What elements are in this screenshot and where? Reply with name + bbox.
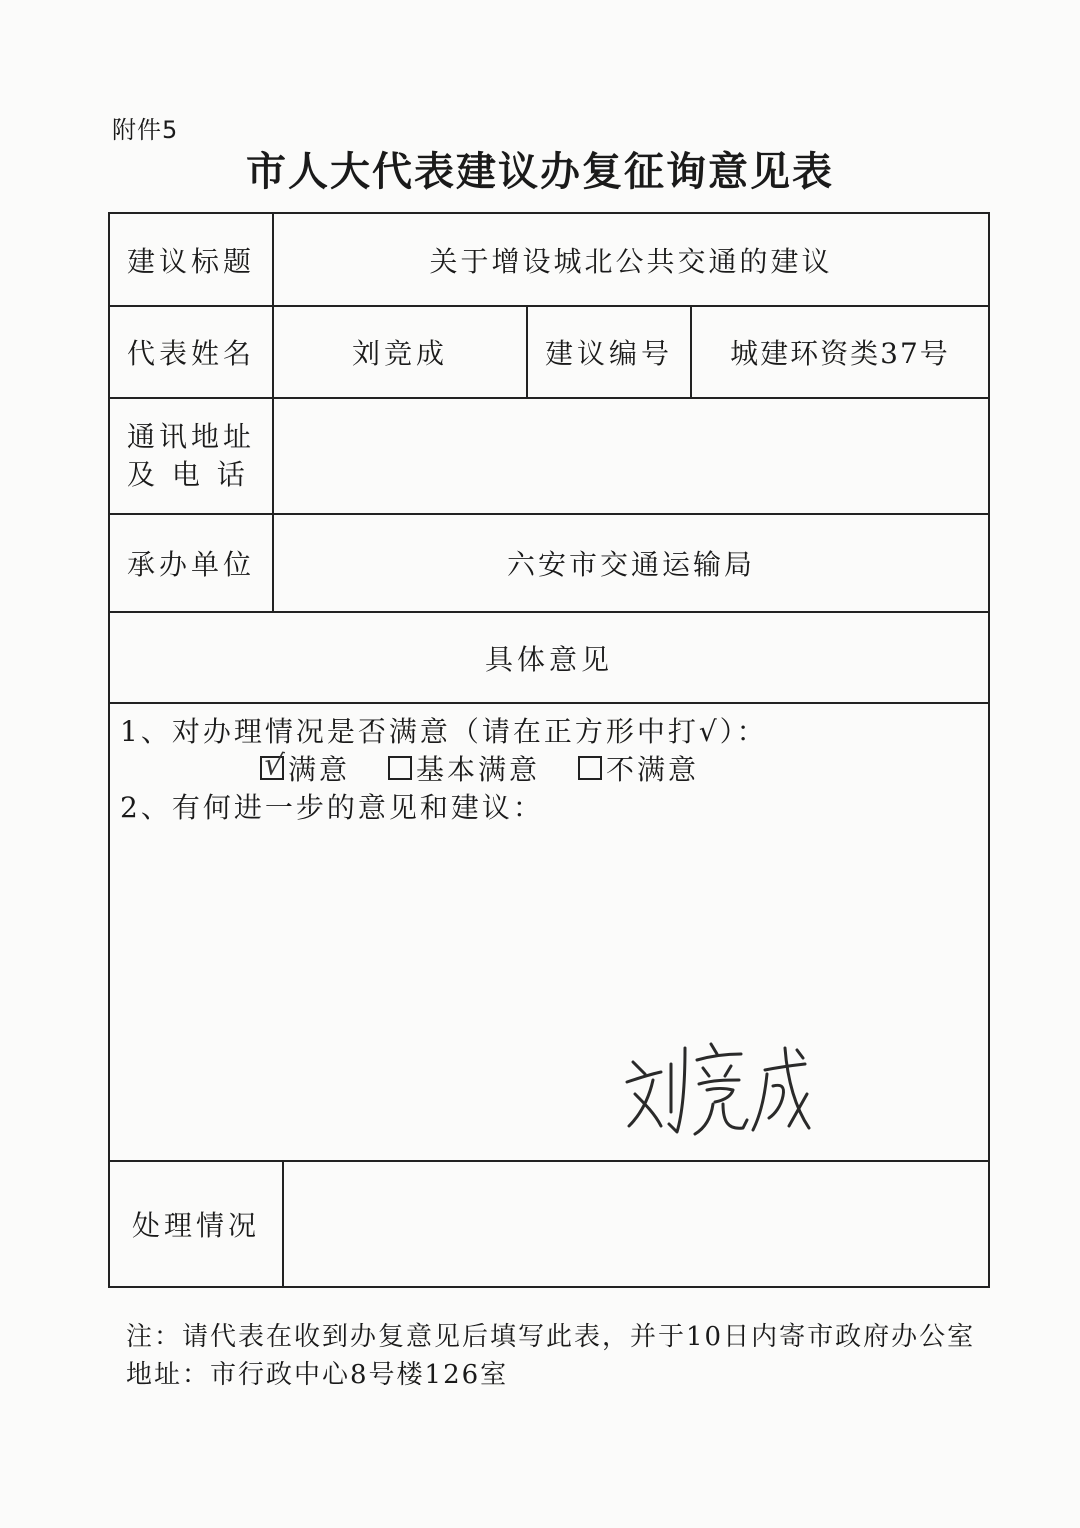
specific-opinion-heading: 具体意见: [484, 642, 613, 676]
question-2: 2、有何进一步的意见和建议：: [120, 791, 544, 824]
contact-label: [110, 399, 272, 513]
option-label: 基本满意: [416, 753, 541, 786]
question-1: 1、对办理情况是否满意（请在正方形中打√）：: [120, 715, 768, 748]
row-specific-opinion: [110, 613, 988, 704]
option-label: 满意: [288, 753, 351, 786]
option-basically-satisfied[interactable]: [388, 748, 540, 788]
checkbox-basically-satisfied[interactable]: [388, 756, 412, 780]
representative-label: 代表姓名: [126, 337, 255, 370]
handling-status-value[interactable]: [282, 1162, 988, 1286]
footnote-line-1: 注：请代表在收到办复意见后填写此表，并于10日内寄市政府办公室: [126, 1322, 976, 1352]
checkbox-not-satisfied[interactable]: [578, 756, 602, 780]
suggestion-title-label: 建议标题: [126, 244, 255, 278]
suggestion-title-value: 关于增设城北公共交通的建议: [272, 214, 988, 305]
option-satisfied[interactable]: [260, 748, 350, 788]
form-title: 市人大代表建议办复征询意见表: [246, 149, 834, 195]
representative-value: 刘竞成: [272, 307, 526, 397]
handling-status-label: 处理情况: [131, 1209, 260, 1242]
row-contact: [110, 399, 988, 515]
row-handling-status: [110, 1162, 988, 1286]
contact-label-line2: 及 电 话: [126, 458, 249, 491]
row-suggestion-title: [110, 214, 988, 307]
footnote-line-2: 地址：市行政中心8号楼126室: [126, 1360, 509, 1390]
handwritten-signature: [615, 1034, 815, 1144]
handling-unit-value: 六安市交通运输局: [272, 515, 988, 611]
attachment-label: 附件5: [112, 116, 179, 144]
opinion-area: [110, 704, 988, 1162]
suggestion-number-value: 城建环资类37号: [690, 307, 988, 397]
row-handling-unit: [110, 515, 988, 613]
option-label: 不满意: [606, 753, 700, 786]
handling-unit-label: 承办单位: [126, 548, 255, 581]
feedback-form: [108, 212, 990, 1288]
suggestion-number-label: 建议编号: [526, 307, 690, 397]
satisfaction-options: [260, 748, 737, 788]
check-mark-icon: √: [261, 746, 289, 785]
contact-label-line1: 通讯地址: [126, 420, 255, 453]
checkbox-satisfied[interactable]: [260, 746, 289, 785]
row-representative: [110, 307, 988, 399]
footnote: [126, 1318, 975, 1394]
option-not-satisfied[interactable]: [578, 748, 699, 788]
contact-value[interactable]: [272, 399, 988, 513]
